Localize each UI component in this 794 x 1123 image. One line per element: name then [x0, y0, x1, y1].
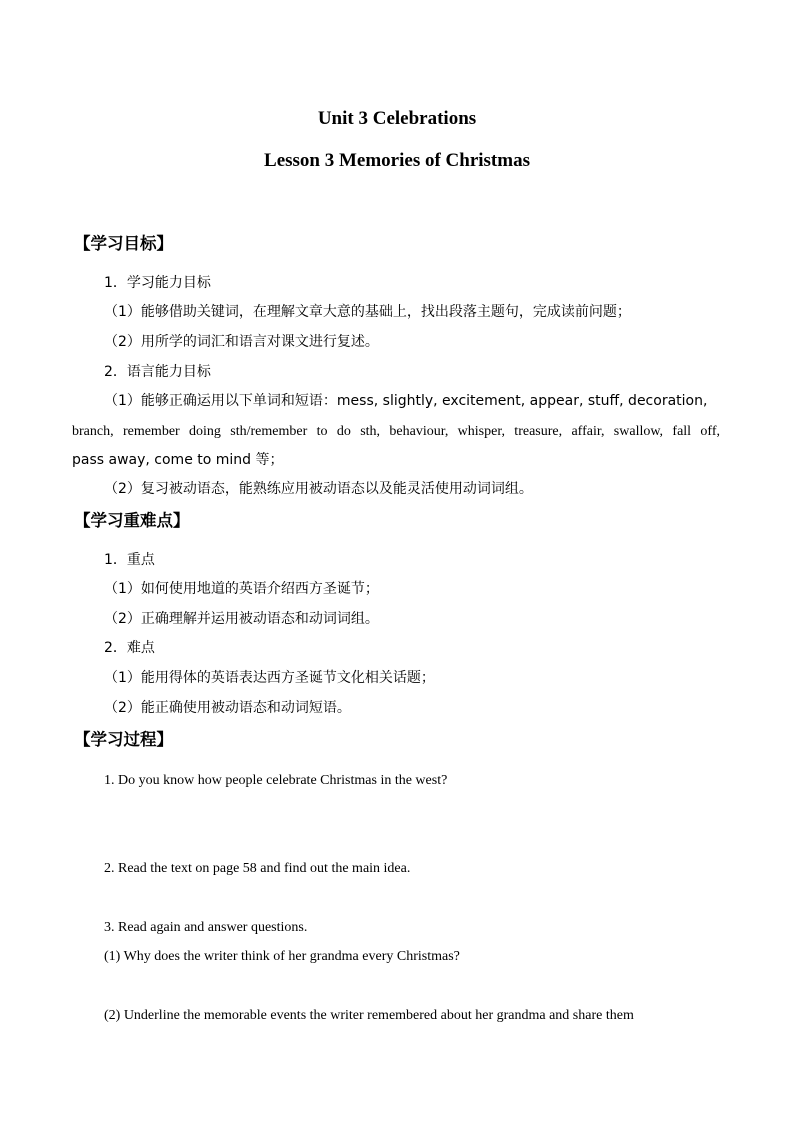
question-2: 2. Read the text on page 58 and find out the main idea. — [104, 861, 411, 876]
section-heading-key-points: 【学习重难点】 — [74, 511, 190, 530]
question-3-2: (2) Underline the memorable events the writer remembered about her grandma and share them — [104, 1008, 634, 1023]
document-title: Unit 3 Celebrations — [317, 108, 477, 129]
objective-item-2: 2．语言能力目标 — [104, 364, 211, 380]
objective-item-1-sub-1: （1）能够借助关键词，在理解文章大意的基础上，找出段落主题句，完成读前问题； — [104, 304, 631, 320]
objective-item-1-sub-2: （2）用所学的词汇和语言对课文进行复述。 — [104, 334, 379, 350]
question-3-1: (1) Why does the writer think of her grandma every Christmas? — [104, 949, 460, 964]
key-point-item-1-sub-1: （1）如何使用地道的英语介绍西方圣诞节； — [104, 581, 379, 597]
question-1: 1. Do you know how people celebrate Christmas in the west? — [104, 773, 448, 788]
objective-item-1: 1．学习能力目标 — [104, 275, 211, 291]
objective-item-2-sub-1-line-1: （1）能够正确运用以下单词和短语：mess, slightly, excitement, appear, stuff, decoration, — [104, 393, 708, 409]
objective-item-2-sub-1-line-2: branch, remember doing sth/remember to do sth, behaviour, whisper, treasure, affair, swallow, fall off, — [72, 424, 720, 439]
key-point-item-2: 2．难点 — [104, 640, 155, 656]
key-point-item-1-sub-2: （2）正确理解并运用被动语态和动词词组。 — [104, 611, 379, 627]
key-point-item-1: 1．重点 — [104, 552, 155, 568]
section-heading-process: 【学习过程】 — [74, 730, 173, 749]
objective-item-2-sub-1-line-3: pass away, come to mind 等； — [72, 452, 284, 468]
key-point-item-2-sub-2: （2）能正确使用被动语态和动词短语。 — [104, 700, 351, 716]
question-3: 3. Read again and answer questions. — [104, 920, 308, 935]
key-point-item-2-sub-1: （1）能用得体的英语表达西方圣诞节文化相关话题； — [104, 670, 435, 686]
objective-item-2-sub-2: （2）复习被动语态，能熟练应用被动语态以及能灵活使用动词词组。 — [104, 481, 533, 497]
section-heading-objectives: 【学习目标】 — [74, 234, 173, 253]
document-subtitle: Lesson 3 Memories of Christmas — [264, 150, 530, 171]
